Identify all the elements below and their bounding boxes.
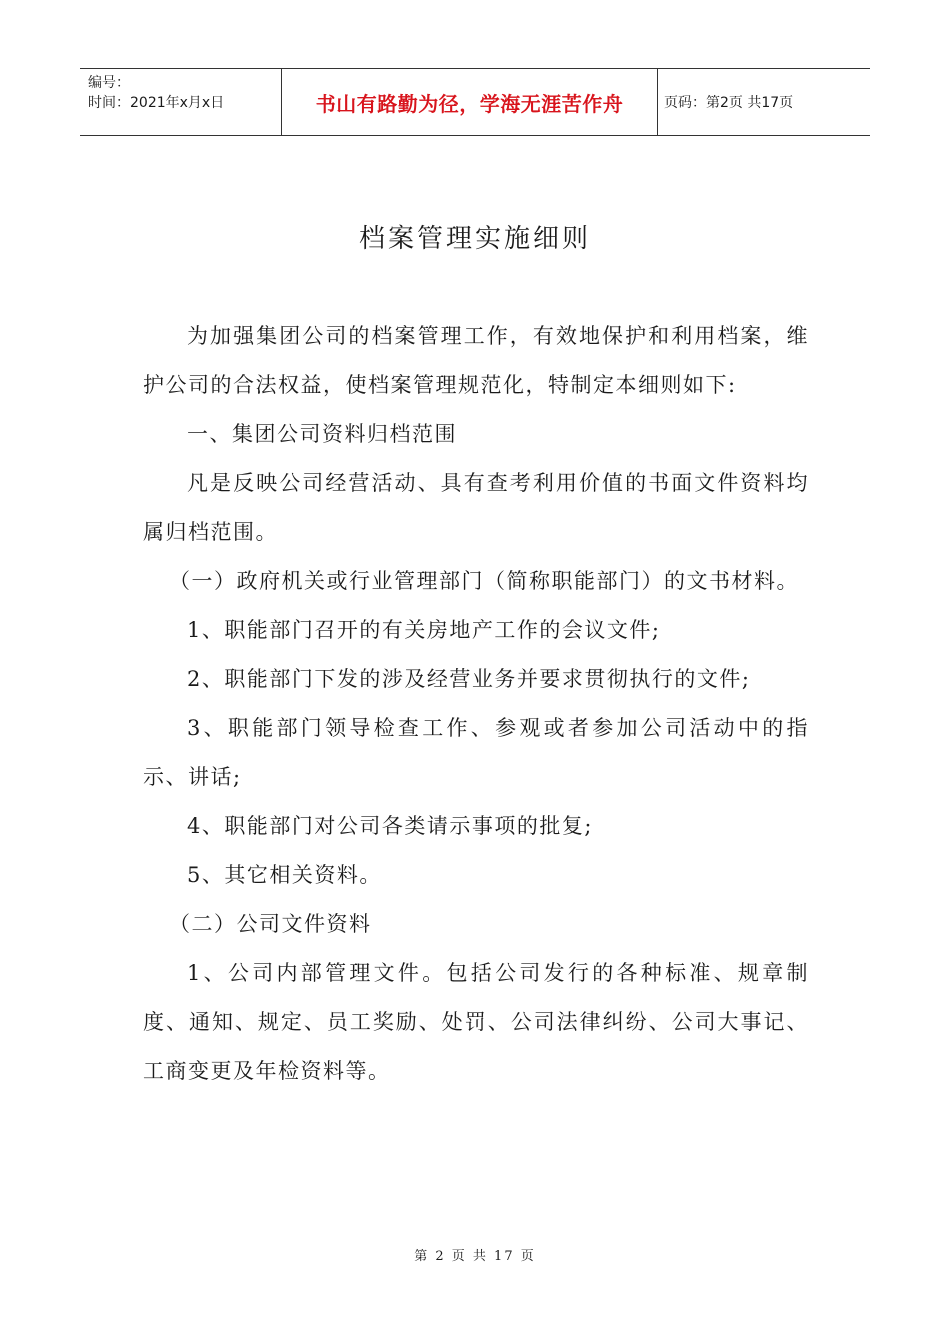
document-date-label: 时间：2021年x月x日 — [88, 95, 225, 111]
document-number-label: 编号： — [88, 75, 130, 91]
page-footer: 第 2 页 共 17 页 — [414, 1249, 536, 1264]
header-meta — [80, 69, 282, 135]
list-item: 1、职能部门召开的有关房地产工作的会议文件; — [187, 618, 661, 642]
list-item: 2、职能部门下发的涉及经营业务并要求贯彻执行的文件; — [187, 667, 751, 691]
section-heading-1: 一、集团公司资料归档范围 — [187, 422, 457, 446]
page-header — [80, 68, 870, 136]
subsection-heading-1: （一）政府机关或行业管理部门（简称职能部门）的文书材料。 — [169, 569, 799, 593]
list-item: 3、职能部门领导检查工作、参观或者参加公司活动中的指示、讲话; — [143, 716, 809, 789]
list-item: 1、公司内部管理文件。包括公司发行的各种标准、规章制度、通知、规定、员工奖励、处罚、公司法律纠纷、公司大事记、工商变更及年检资料等。 — [143, 961, 809, 1083]
paragraph-scope: 凡是反映公司经营活动、具有查考利用价值的书面文件资料均属归档范围。 — [143, 471, 809, 544]
document-body — [143, 312, 809, 1096]
header-page-info: 页码：第2页 共17页 — [664, 95, 794, 111]
paragraph-intro: 为加强集团公司的档案管理工作，有效地保护和利用档案，维护公司的合法权益，使档案管理规范化，特制定本细则如下: — [143, 324, 809, 397]
list-item: 4、职能部门对公司各类请示事项的批复; — [187, 814, 593, 838]
list-item: 5、其它相关资料。 — [187, 863, 382, 887]
subsection-heading-2: （二）公司文件资料 — [169, 912, 372, 936]
header-motto: 书山有路勤为径，学海无涯苦作舟 — [282, 69, 658, 135]
document-title: 档案管理实施细则 — [358, 224, 591, 254]
